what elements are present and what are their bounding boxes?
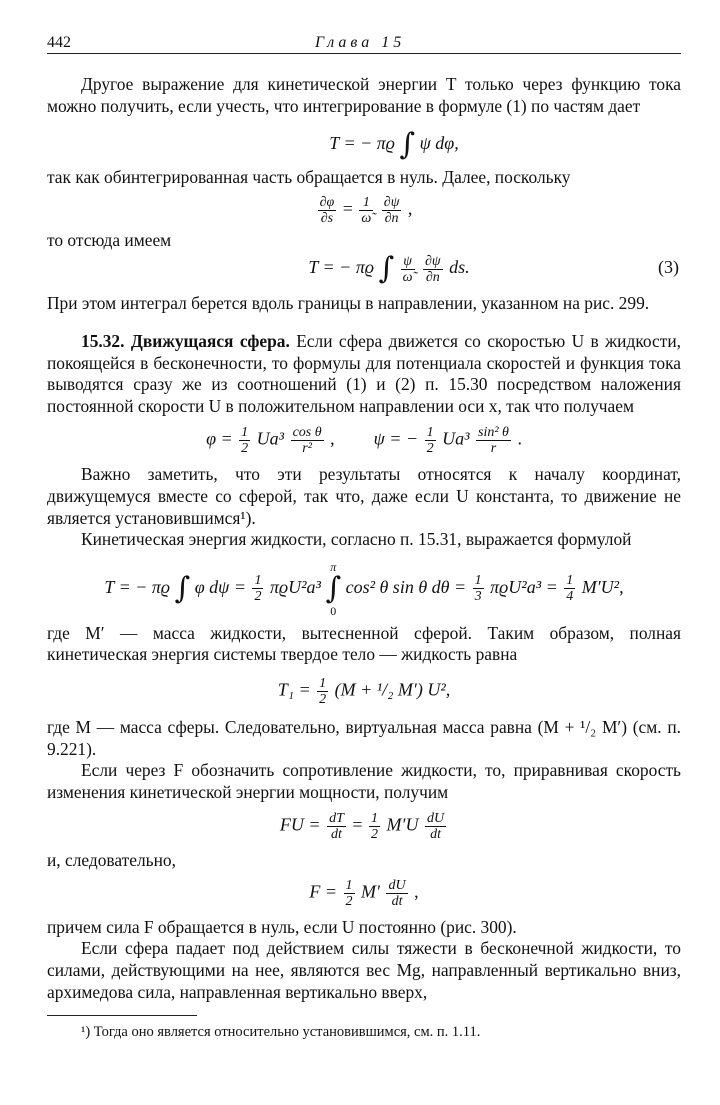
- paragraph: Если через F обозначить сопротивление жидкости, то, приравнивая скорость изменения кинетической энергии мощности, получим: [47, 760, 681, 802]
- header-rule: [47, 53, 681, 54]
- paragraph: где M — масса сферы. Следовательно, виртуальная масса равна (M + ¹/₂ M′) (см. п. 9.221).: [47, 716, 681, 759]
- equation-6: T₁ = $\frac{1}{2}$ (M + ¹/₂ M′) U²,: [277, 675, 451, 707]
- paragraph: Кинетическая энергия жидкости, согласно п. 15.31, выражается формулой: [81, 529, 632, 550]
- paragraph: причем сила F обращается в нуль, если U постоянно (рис. 300).: [47, 916, 517, 937]
- paragraph: Важно заметить, что эти результаты относятся к началу координат, движущемуся вместе со сферой, так что, даже если U константа, то движение не является установившимся¹).: [47, 464, 681, 528]
- paragraph: где M′ — масса жидкости, вытесненной сферой. Таким образом, полная кинетическая энергия системы твердое тело — жидкость равна: [47, 622, 681, 665]
- equation-2: $\frac{\partial\varphi}{\partial s}$ = $\frac{1}{\omegã}$ $\frac{\partial\psi}{\partial n}$ ,: [319, 194, 413, 226]
- equation-number: (3): [658, 257, 679, 278]
- footnote-rule: [47, 1015, 197, 1016]
- running-header: [47, 28, 681, 54]
- page-number: 442: [47, 34, 71, 51]
- chapter-title: Глава 15: [315, 34, 406, 51]
- paragraph: При этом интеграл берется вдоль границы в направлении, указанном на рис. 299.: [47, 293, 650, 314]
- equation-5: T = − πϱ ∫ φ dψ = $\frac{1}{2}$ πϱU²a³ π ∫ 0 cos² θ sin θ dθ = $\frac{1}{3}$ πϱU²a³ = $\frac{1}{4}$ M′U²,: [104, 559, 624, 618]
- equation-7: FU = $\frac{dT}{dt}$ = $\frac{1}{2}$ M′U $\frac{dU}{dt}$: [279, 811, 445, 843]
- integral-sign: ∫: [174, 570, 191, 606]
- equation-3: T = − πϱ ∫ $\frac{\psi}{\omegã}$ $\frac{\partial\psi}{\partial n}$ ds. (3): [97, 247, 681, 287]
- integral-sign: ∫: [378, 251, 395, 287]
- section-text: Если сфера движется со скоростью U в жидкости, покоящейся в бесконечности, то формулы для потенциала скоростей и функция тока выводятся сразу же из соотношений (1) и (2) п. 15.30 посредством наложения постоянной скорости U в положительном направлении оси x, так что получаем: [47, 330, 681, 416]
- definite-integral: π ∫ 0: [325, 559, 342, 618]
- section-paragraph: [47, 331, 681, 417]
- paragraph: и, следовательно,: [47, 850, 176, 871]
- paragraph: то отсюда имеем: [47, 229, 172, 250]
- paragraph: Если сфера падает под действием силы тяжести в бесконечной жидкости, то силами, действующими на нее, являются вес Mg, направленный вертикально вниз, архимедова сила, направленная вертикально вверх,: [47, 938, 681, 1002]
- equation-8: F = $\frac{1}{2}$ M′ $\frac{dU}{dt}$ ,: [309, 877, 419, 909]
- paragraph: так как обинтегрированная часть обращается в нуль. Далее, поскольку: [47, 167, 571, 188]
- equation-1: T = − πϱ ∫ ψ dφ,: [329, 127, 459, 163]
- book-page: [47, 28, 681, 1044]
- integral-sign: ∫: [325, 570, 342, 606]
- footnote: ¹) Тогда оно является относительно установившимся, см. п. 1.11.: [81, 1024, 481, 1041]
- paragraph: Другое выражение для кинетической энергии T только через функцию тока можно получить, если учесть, что интегрирование в формуле (1) по частям дает: [47, 74, 681, 116]
- integral-sign: ∫: [399, 127, 416, 163]
- equation-4: φ = $\frac{1}{2}$ Ua³ $\frac{\text{cos θ}}{\text{r²}}$ , ψ = − $\frac{1}{2}$ Ua³ $\frac{\text{sin² θ}}{r}$ .: [206, 425, 522, 457]
- section-heading: 15.32. Движущаяся сфера.: [81, 330, 290, 351]
